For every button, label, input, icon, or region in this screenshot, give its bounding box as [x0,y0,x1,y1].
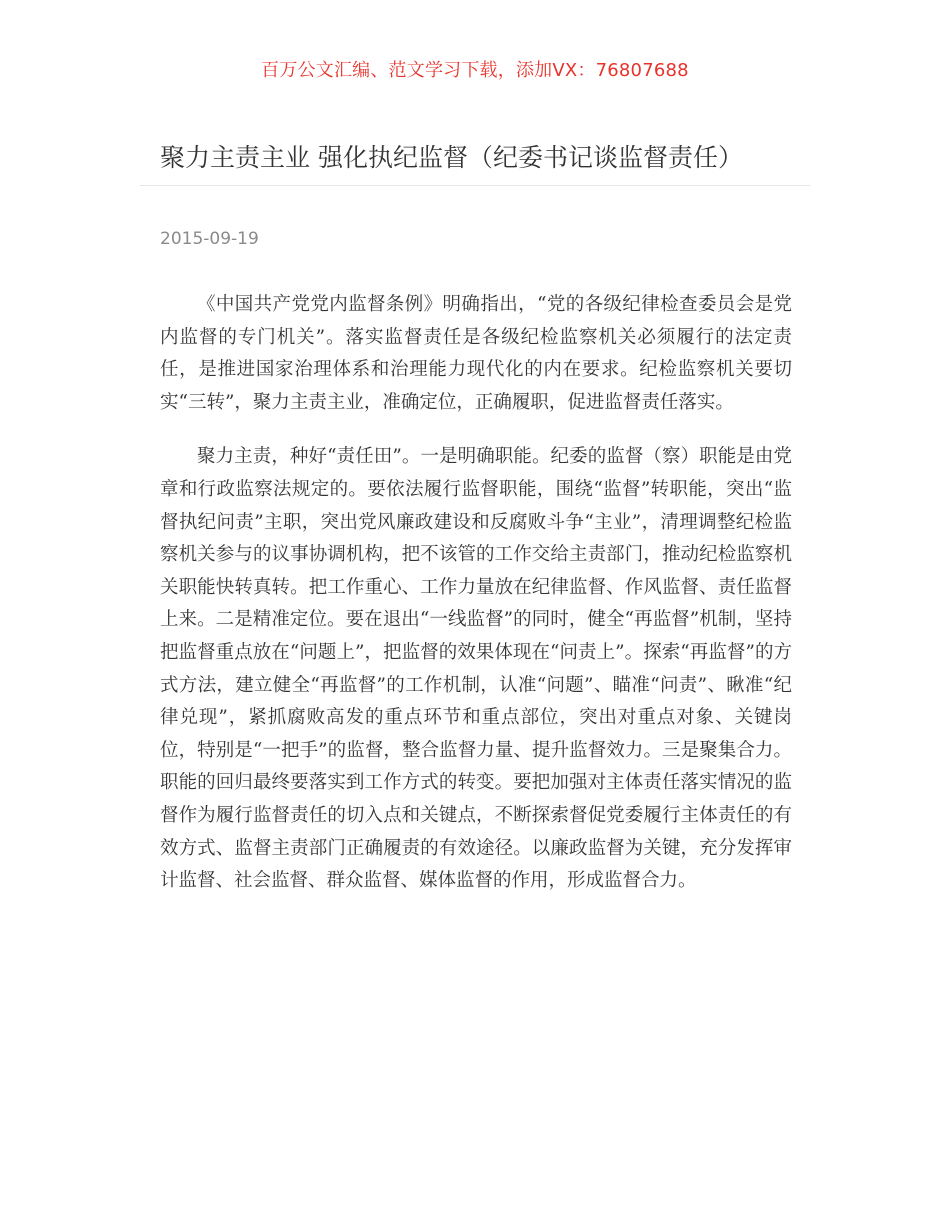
article-body [160,289,792,920]
download-banner: 百万公文汇编、范文学习下载，添加VX：76807688 [261,60,689,81]
paragraph-intro: 《中国共产党党内监督条例》明确指出，“党的各级纪律检查委员会是党内监督的专门机关”。落实监督责任是各级纪检监察机关必须履行的法定责任，是推进国家治理体系和治理能力现代化的内在要求。纪检监察机关要切实“三转”，聚力主责主业，准确定位，正确履职，促进监督责任落实。 [160,294,792,413]
article-title: 聚力主责主业 强化执纪监督（纪委书记谈监督责任） [160,143,743,172]
title-divider [140,185,810,186]
publish-date: 2015-09-19 [160,229,259,249]
paragraph-main: 聚力主责，种好“责任田”。一是明确职能。纪委的监督（察）职能是由党章和行政监察法规定的。要依法履行监督职能，围绕“监督”转职能，突出“监督执纪问责”主职，突出党风廉政建设和反腐败斗争“主业”，清理调整纪检监察机关参与的议事协调机构，把不该管的工作交给主责部门，推动纪检监察机关职能快转真转。把工作重心、工作力量放在纪律监督、作风监督、责任监督上来。二是精准定位。要在退出“一线监督”的同时，健全“再监督”机制，坚持把监督重点放在“问题上”，把监督的效果体现在“问责上”。探索“再监督”的方式方法，建立健全“再监督”的工作机制，认准“问题”、瞄准“问责”、瞅准“纪律兑现”，紧抓腐败高发的重点环节和重点部位，突出对重点对象、关键岗位，特别是“一把手”的监督，整合监督力量、提升监督效力。三是聚集合力。职能的回归最终要落实到工作方式的转变。要把加强对主体责任落实情况的监督作为履行监督责任的切入点和关键点，不断探索督促党委履行主体责任的有效方式、监督主责部门正确履责的有效途径。以廉政监督为关键，充分发挥审计监督、社会监督、群众监督、媒体监督的作用，形成监督合力。 [160,446,792,892]
